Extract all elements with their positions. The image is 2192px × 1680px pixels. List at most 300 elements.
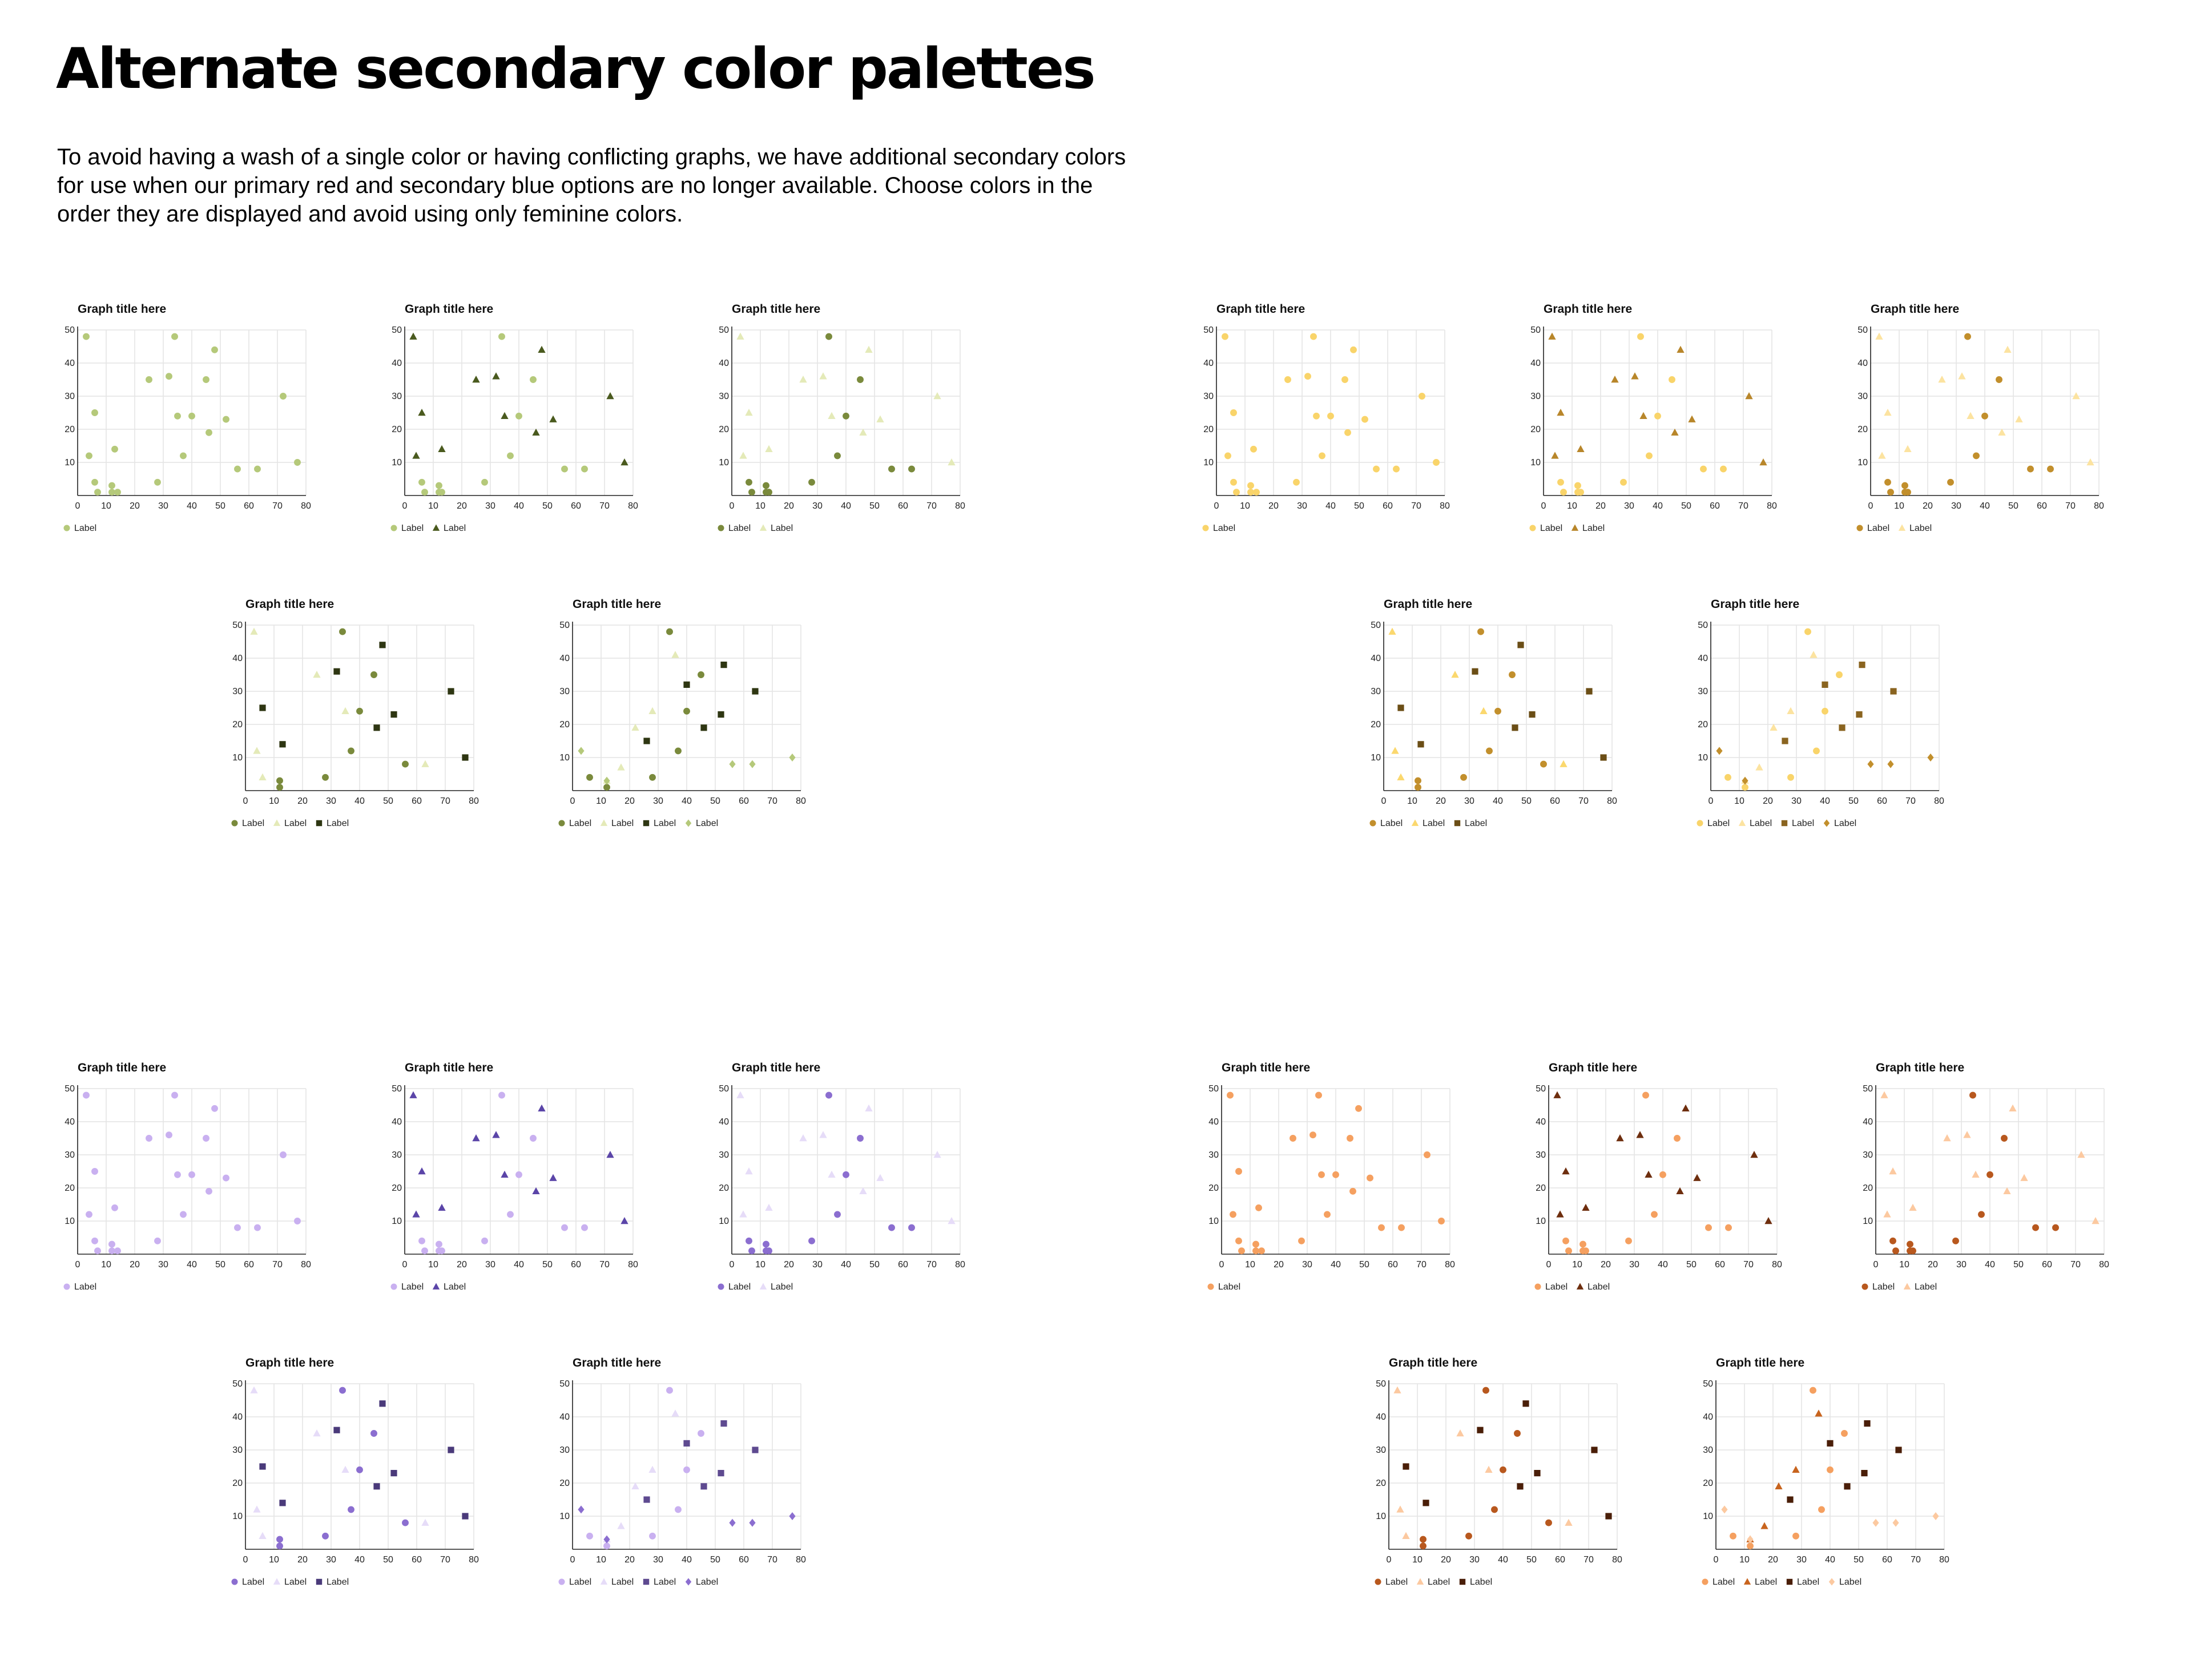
data-point — [250, 628, 257, 635]
y-tick-label: 30 — [1371, 687, 1381, 696]
data-point — [1415, 784, 1421, 791]
data-point — [865, 1105, 872, 1111]
data-point — [1827, 1440, 1833, 1447]
x-tick-label: 50 — [215, 1260, 225, 1270]
y-tick-label: 20 — [1376, 1478, 1386, 1488]
x-tick-label: 70 — [767, 1555, 777, 1565]
data-point — [1932, 1512, 1939, 1520]
data-point — [171, 333, 178, 340]
y-tick-label: 30 — [1863, 1150, 1873, 1160]
data-point — [1716, 747, 1722, 755]
x-tick-label: 20 — [624, 1555, 635, 1565]
y-tick-label: 10 — [1536, 1216, 1546, 1226]
x-tick-label: 10 — [1245, 1260, 1255, 1270]
data-point — [166, 1131, 172, 1138]
data-point — [1844, 1483, 1850, 1489]
data-point — [1981, 413, 1988, 420]
x-tick-label: 70 — [1738, 501, 1748, 511]
data-point — [1875, 333, 1883, 340]
x-tick-label: 50 — [710, 1555, 720, 1565]
data-point — [1952, 1238, 1959, 1244]
x-tick-label: 0 — [729, 1260, 735, 1270]
data-point — [1620, 479, 1627, 486]
legend-label: Label — [401, 523, 424, 533]
data-point — [1688, 416, 1695, 422]
x-tick-label: 80 — [796, 1555, 806, 1565]
y-tick-label: 10 — [1703, 1512, 1713, 1521]
legend-item — [231, 819, 264, 828]
legend-marker — [1417, 1578, 1424, 1585]
data-point — [1393, 1387, 1401, 1393]
legend-item — [1782, 819, 1814, 828]
y-tick-label: 50 — [232, 621, 243, 630]
legend-item — [433, 523, 466, 533]
data-point — [1247, 482, 1254, 489]
data-point — [1565, 1247, 1572, 1254]
x-tick-label: 50 — [710, 796, 720, 806]
x-tick-label: 80 — [301, 501, 311, 511]
y-tick-label: 30 — [559, 687, 570, 696]
chart-title: Graph title here — [405, 303, 494, 316]
legend-item — [316, 1577, 349, 1587]
data-point — [1787, 1496, 1793, 1502]
data-point — [581, 1224, 588, 1231]
data-point — [834, 452, 841, 459]
data-point — [1485, 1466, 1492, 1473]
data-point — [876, 1174, 884, 1181]
x-tick-label: 50 — [2008, 501, 2018, 511]
y-tick-label: 20 — [65, 425, 75, 434]
data-point — [492, 372, 499, 379]
data-point — [1556, 1210, 1564, 1217]
scatter-chart-16 — [1861, 1059, 2124, 1299]
data-point — [1813, 747, 1820, 754]
data-point — [421, 1247, 428, 1254]
data-point — [313, 671, 320, 678]
data-point — [254, 466, 261, 473]
scatter-chart-8 — [558, 595, 820, 835]
data-point — [1822, 708, 1828, 715]
y-tick-label: 40 — [232, 1412, 243, 1422]
data-point — [933, 1151, 941, 1158]
data-point — [223, 416, 229, 423]
x-tick-label: 60 — [412, 796, 422, 806]
legend-marker — [390, 525, 397, 531]
x-tick-label: 20 — [1441, 1555, 1451, 1565]
legend-item — [718, 1282, 751, 1292]
data-point — [1451, 671, 1458, 678]
data-point — [1659, 1171, 1666, 1178]
data-point — [729, 760, 735, 768]
legend-marker — [433, 525, 440, 531]
data-point — [279, 1500, 285, 1506]
data-point — [561, 466, 568, 473]
data-point — [933, 392, 941, 399]
data-point — [1491, 1506, 1498, 1513]
data-point — [1859, 662, 1865, 668]
data-point — [720, 662, 727, 668]
x-tick-label: 0 — [1546, 1260, 1552, 1270]
legend-label: Label — [611, 1577, 634, 1587]
data-point — [94, 1247, 101, 1254]
x-tick-label: 80 — [1445, 1260, 1455, 1270]
data-point — [1810, 1387, 1816, 1394]
data-point — [1887, 760, 1893, 768]
legend-marker — [1904, 1283, 1911, 1290]
x-tick-label: 30 — [1951, 501, 1961, 511]
data-point — [339, 629, 346, 635]
data-point — [763, 482, 769, 489]
data-point — [188, 1171, 195, 1178]
x-tick-label: 30 — [812, 501, 823, 511]
x-tick-label: 70 — [1416, 1260, 1427, 1270]
data-point — [259, 704, 265, 711]
x-tick-label: 40 — [514, 501, 524, 511]
legend-marker — [273, 820, 280, 826]
chart-title: Graph title here — [245, 598, 335, 611]
scatter-chart-10 — [1696, 595, 1959, 835]
data-point — [1472, 668, 1478, 675]
x-tick-label: 50 — [383, 1555, 393, 1565]
y-tick-label: 30 — [1536, 1150, 1546, 1160]
data-point — [698, 1430, 704, 1437]
data-point — [549, 1174, 557, 1181]
data-point — [1258, 1247, 1265, 1254]
data-point — [1973, 452, 1980, 459]
data-point — [1562, 1238, 1569, 1244]
x-tick-label: 20 — [784, 501, 794, 511]
data-point — [749, 1519, 755, 1527]
series-2 — [603, 651, 679, 784]
data-point — [409, 1091, 417, 1098]
y-tick-label: 30 — [1857, 392, 1868, 401]
data-point — [828, 1171, 835, 1178]
data-point — [748, 1247, 755, 1254]
data-point — [1907, 1241, 1913, 1248]
data-point — [888, 466, 895, 473]
data-point — [1646, 452, 1653, 459]
chart-title: Graph title here — [1384, 598, 1473, 611]
x-tick-label: 0 — [729, 501, 735, 511]
x-tick-label: 60 — [739, 1555, 749, 1565]
x-tick-label: 70 — [1583, 1555, 1594, 1565]
x-tick-label: 40 — [1980, 501, 1990, 511]
x-tick-label: 60 — [2037, 501, 2047, 511]
data-point — [1250, 446, 1257, 453]
legend-label: Label — [284, 819, 307, 828]
data-point — [1310, 333, 1317, 340]
data-point — [166, 373, 172, 380]
data-point — [1332, 1171, 1339, 1178]
data-point — [603, 1542, 610, 1549]
data-point — [1764, 1217, 1772, 1224]
data-point — [1927, 754, 1933, 762]
x-tick-label: 60 — [739, 796, 749, 806]
y-tick-label: 50 — [719, 1084, 729, 1094]
data-point — [581, 466, 588, 473]
x-tick-label: 70 — [2070, 1260, 2081, 1270]
data-point — [1509, 671, 1516, 678]
legend-item — [1739, 819, 1772, 828]
data-point — [1477, 1427, 1483, 1433]
data-point — [1822, 682, 1828, 688]
y-tick-label: 20 — [719, 1183, 729, 1193]
y-tick-label: 20 — [392, 1183, 402, 1193]
x-tick-label: 60 — [1550, 796, 1560, 806]
data-point — [1947, 479, 1954, 486]
scatter-chart-14 — [1207, 1059, 1469, 1299]
x-tick-label: 20 — [1268, 501, 1279, 511]
data-point — [211, 347, 218, 353]
data-point — [438, 489, 445, 495]
data-point — [1560, 489, 1567, 495]
x-tick-label: 40 — [354, 1555, 365, 1565]
scatter-chart-9 — [1369, 595, 1631, 835]
data-point — [1378, 1224, 1385, 1231]
legend-label: Label — [1712, 1577, 1735, 1587]
x-tick-label: 60 — [244, 501, 254, 511]
legend-item — [1856, 523, 1889, 533]
legend-label: Label — [74, 1282, 97, 1292]
data-point — [379, 1400, 385, 1407]
x-tick-label: 70 — [767, 796, 777, 806]
x-tick-label: 0 — [243, 1555, 248, 1565]
x-tick-label: 60 — [2042, 1260, 2052, 1270]
x-tick-label: 60 — [1715, 1260, 1725, 1270]
data-point — [718, 1470, 724, 1476]
y-tick-label: 40 — [1208, 1117, 1219, 1127]
legend-item — [231, 1577, 264, 1587]
legend-item — [686, 819, 718, 828]
x-tick-label: 70 — [1411, 501, 1421, 511]
data-point — [254, 1224, 261, 1231]
legend-item — [1454, 819, 1487, 828]
legend-item — [273, 1577, 307, 1587]
x-tick-label: 50 — [1521, 796, 1532, 806]
y-tick-label: 50 — [719, 325, 729, 335]
data-point — [1705, 1224, 1712, 1231]
x-tick-label: 80 — [955, 1260, 965, 1270]
scatter-chart-17 — [231, 1354, 493, 1594]
data-point — [603, 784, 610, 791]
legend-item — [1702, 1577, 1735, 1587]
y-tick-label: 40 — [1530, 358, 1541, 368]
data-point — [1616, 1134, 1623, 1141]
data-point — [1397, 704, 1404, 711]
chart-title: Graph title here — [573, 1356, 662, 1369]
series-2 — [1746, 1409, 1822, 1542]
data-point — [1721, 1505, 1727, 1513]
legend-label: Label — [1213, 523, 1236, 533]
data-point — [2047, 466, 2054, 473]
data-point — [671, 1409, 679, 1416]
series-3 — [259, 642, 468, 760]
data-point — [698, 671, 704, 678]
x-tick-label: 0 — [1873, 1260, 1879, 1270]
data-point — [515, 413, 522, 420]
y-tick-label: 50 — [1703, 1379, 1713, 1389]
y-tick-label: 50 — [559, 1379, 570, 1389]
legend-item — [433, 1282, 466, 1292]
y-tick-label: 50 — [1536, 1084, 1546, 1094]
legend-marker — [1702, 1578, 1708, 1585]
data-point — [1884, 479, 1891, 486]
data-point — [799, 376, 807, 382]
legend-item — [686, 1577, 718, 1587]
legend-label: Label — [771, 1282, 793, 1292]
data-point — [481, 1238, 488, 1244]
x-tick-label: 80 — [1440, 501, 1450, 511]
data-point — [643, 1496, 650, 1502]
y-tick-label: 50 — [232, 1379, 243, 1389]
data-point — [1904, 445, 1911, 452]
legend-item — [558, 1577, 591, 1587]
data-point — [1318, 1171, 1325, 1178]
data-point — [1682, 1105, 1689, 1111]
data-point — [333, 668, 340, 675]
x-tick-label: 30 — [1464, 796, 1474, 806]
legend-label: Label — [242, 1577, 265, 1587]
series-3 — [259, 1400, 468, 1519]
data-point — [745, 1167, 752, 1174]
data-point — [188, 413, 195, 420]
legend-marker — [558, 820, 565, 826]
data-point — [666, 629, 673, 635]
data-point — [620, 458, 628, 465]
data-point — [1577, 445, 1584, 452]
x-tick-label: 70 — [440, 796, 450, 806]
x-tick-label: 70 — [926, 1260, 937, 1270]
x-tick-label: 0 — [1708, 796, 1714, 806]
data-point — [421, 1519, 429, 1526]
data-point — [154, 479, 161, 486]
y-tick-label: 30 — [559, 1445, 570, 1455]
legend-label: Label — [242, 819, 265, 828]
x-tick-label: 30 — [1629, 1260, 1639, 1270]
data-point — [462, 754, 468, 760]
legend-label: Label — [611, 819, 634, 828]
data-point — [1815, 1409, 1822, 1416]
legend-item — [760, 1282, 793, 1292]
x-tick-label: 20 — [1928, 1260, 1938, 1270]
x-tick-label: 0 — [1713, 1555, 1719, 1565]
data-point — [1514, 1430, 1521, 1437]
x-tick-label: 40 — [1658, 1260, 1668, 1270]
data-point — [606, 1151, 614, 1158]
legend-item — [601, 1577, 634, 1587]
data-point — [341, 1466, 349, 1473]
data-point — [448, 1447, 454, 1453]
data-point — [1230, 1211, 1236, 1218]
data-point — [1465, 1533, 1472, 1540]
y-tick-label: 10 — [1208, 1216, 1219, 1226]
x-tick-label: 70 — [1905, 796, 1916, 806]
data-point — [206, 429, 212, 436]
data-point — [1636, 1131, 1643, 1138]
data-point — [683, 1467, 690, 1473]
legend-marker — [1202, 525, 1208, 531]
data-point — [683, 682, 690, 688]
x-tick-label: 80 — [796, 796, 806, 806]
x-tick-label: 0 — [1381, 796, 1387, 806]
legend-label: Label — [728, 523, 751, 533]
legend-marker — [760, 1283, 767, 1290]
x-tick-label: 80 — [1939, 1555, 1949, 1565]
data-point — [1534, 1470, 1540, 1476]
legend-marker — [1829, 1578, 1835, 1586]
data-point — [1654, 413, 1661, 420]
x-tick-label: 70 — [1743, 1260, 1754, 1270]
x-tick-label: 20 — [1923, 501, 1933, 511]
data-point — [1639, 412, 1647, 419]
data-point — [91, 1168, 98, 1175]
data-point — [438, 1247, 445, 1254]
data-point — [1861, 1470, 1867, 1476]
data-point — [1889, 1238, 1896, 1244]
series-1 — [1415, 629, 1547, 791]
legend-label: Label — [284, 1577, 307, 1587]
x-tick-label: 20 — [1595, 501, 1606, 511]
x-tick-label: 0 — [243, 796, 248, 806]
data-point — [418, 409, 425, 416]
legend-marker — [1697, 820, 1703, 826]
y-tick-label: 50 — [1203, 325, 1214, 335]
legend-marker — [63, 525, 70, 531]
data-point — [171, 1092, 178, 1099]
data-point — [857, 376, 864, 383]
data-point — [2032, 1224, 2039, 1231]
y-tick-label: 40 — [1857, 358, 1868, 368]
data-point — [1327, 413, 1334, 420]
x-tick-label: 30 — [158, 1260, 168, 1270]
data-point — [1792, 1466, 1799, 1473]
x-tick-label: 10 — [101, 501, 111, 511]
scatter-chart-3 — [717, 300, 980, 540]
data-point — [203, 1135, 209, 1142]
legend-item — [1904, 1282, 1937, 1292]
legend-label: Label — [1797, 1577, 1820, 1587]
data-point — [808, 479, 815, 486]
data-point — [83, 1092, 90, 1099]
data-point — [1298, 1238, 1305, 1244]
y-tick-label: 40 — [1376, 1412, 1386, 1422]
x-tick-label: 10 — [755, 1260, 765, 1270]
legend-label: Label — [444, 1282, 466, 1292]
data-point — [1867, 760, 1873, 768]
x-tick-label: 30 — [1624, 501, 1634, 511]
x-tick-label: 20 — [130, 501, 140, 511]
data-point — [1787, 774, 1794, 781]
x-tick-label: 60 — [571, 501, 581, 511]
chart-title: Graph title here — [1389, 1356, 1478, 1369]
data-point — [421, 489, 428, 495]
x-tick-label: 0 — [1868, 501, 1873, 511]
data-point — [1872, 1519, 1879, 1527]
x-tick-label: 20 — [297, 796, 308, 806]
data-point — [1986, 1171, 1993, 1178]
data-point — [356, 1467, 363, 1473]
y-tick-label: 30 — [232, 1445, 243, 1455]
y-tick-label: 30 — [1703, 1445, 1713, 1455]
data-point — [1904, 489, 1911, 495]
x-tick-label: 50 — [869, 501, 880, 511]
data-point — [402, 761, 409, 768]
data-point — [1224, 452, 1231, 459]
x-tick-label: 10 — [1899, 1260, 1909, 1270]
data-point — [1433, 459, 1440, 466]
data-point — [1551, 452, 1558, 458]
legend-label: Label — [1707, 819, 1730, 828]
